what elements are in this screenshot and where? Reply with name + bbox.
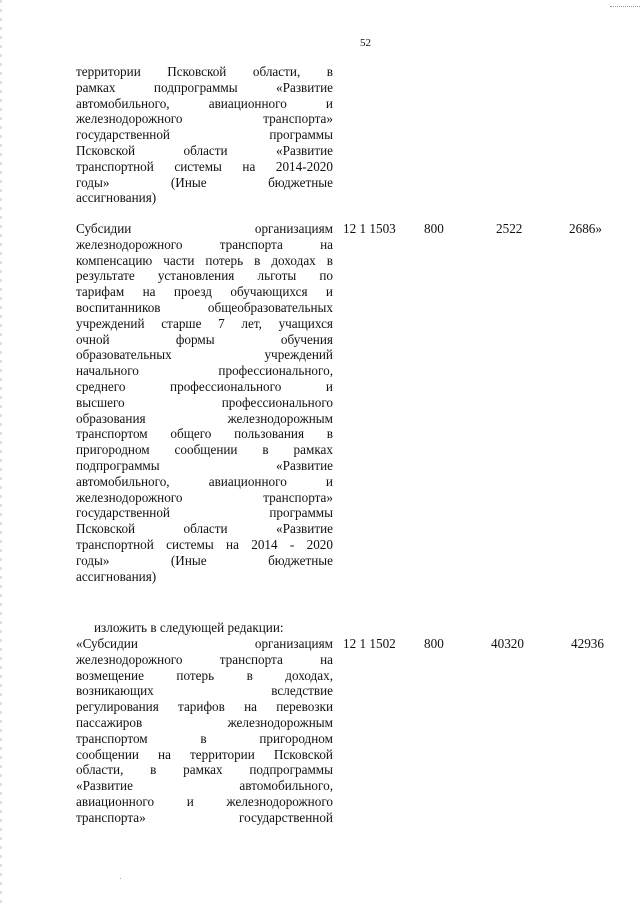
text-line: годы» (Иные бюджетные <box>76 174 333 190</box>
text-line: ассигнования) <box>76 568 157 584</box>
text-line: Псковской области «Развитие <box>76 142 333 158</box>
text-line: транспортной системы на 2014-2020 <box>76 158 333 174</box>
text-line: «Субсидии организациям <box>76 636 333 651</box>
table-row-description <box>76 221 333 584</box>
text-line: начального профессионального, <box>76 363 333 379</box>
page-number: 52 <box>360 37 371 49</box>
text-line: годы» (Иные бюджетные <box>76 552 333 568</box>
text-line: результате установления льготы по <box>76 268 333 284</box>
text-line: железнодорожного транспорта на <box>76 651 333 667</box>
text-line: учреждений старше 7 лет, учащихся <box>76 315 333 331</box>
row2-target-code: 12 1 1502 <box>343 636 396 651</box>
text-line: «Развитие автомобильного, <box>76 778 333 794</box>
text-line: среднего профессионального и <box>76 378 333 394</box>
text-line: возникающих вследствие <box>76 683 333 699</box>
text-line: ассигнования) <box>76 190 157 206</box>
text-line: транспорта» государственной <box>76 809 333 825</box>
scan-speck <box>120 878 121 879</box>
row1-target-code: 12 1 1503 <box>343 221 396 236</box>
text-line: подпрограммы «Развитие <box>76 457 333 473</box>
scan-corner-artifact <box>610 0 640 7</box>
edit-instruction: изложить в следующей редакции: <box>94 620 284 635</box>
row2-expense-type: 800 <box>424 636 444 651</box>
text-line: тарифам на проезд обучающихся и <box>76 284 333 300</box>
text-line: области, в рамках подпрограммы <box>76 762 333 778</box>
text-line: регулирования тарифов на перевозки <box>76 699 333 715</box>
text-line: образовательных учреждений <box>76 347 333 363</box>
text-line: транспортом общего пользования в <box>76 426 333 442</box>
text-line: транспортом в пригородном <box>76 730 333 746</box>
text-line: государственной программы <box>76 127 333 143</box>
text-line: железнодорожного транспорта на <box>76 236 333 252</box>
text-line: железнодорожного транспорта» <box>76 111 333 127</box>
text-line: авиационного и железнодорожного <box>76 793 333 809</box>
row2-value-year1: 40320 <box>491 636 524 651</box>
text-line: автомобильного, авиационного и <box>76 95 333 111</box>
row1-value-year2: 2686» <box>569 221 602 236</box>
text-line: Псковской области «Развитие <box>76 521 333 537</box>
text-line: пригородном сообщении в рамках <box>76 442 333 458</box>
text-line: рамках подпрограммы «Развитие <box>76 79 333 95</box>
text-line: воспитанников общеобразовательных <box>76 299 333 315</box>
text-line: государственной программы <box>76 505 333 521</box>
text-line: территории Псковской области, в <box>76 64 333 79</box>
text-line: компенсацию части потерь в доходах в <box>76 252 333 268</box>
text-line: возмещение потерь в доходах, <box>76 667 333 683</box>
text-line: автомобильного, авиационного и <box>76 473 333 489</box>
row2-value-year2: 42936 <box>571 636 604 651</box>
text-line: Субсидии организациям <box>76 221 333 236</box>
text-line: железнодорожного транспорта» <box>76 489 333 505</box>
text-line: пассажиров железнодорожным <box>76 714 333 730</box>
text-line: очной формы обучения <box>76 331 333 347</box>
table-row-description <box>76 636 333 826</box>
text-line: сообщении на территории Псковской <box>76 746 333 762</box>
scan-margin-artifact <box>0 0 2 905</box>
text-line: транспортной системы на 2014 - 2020 <box>76 536 333 552</box>
text-line: высшего профессионального <box>76 394 333 410</box>
row1-expense-type: 800 <box>424 221 444 236</box>
text-line: образования железнодорожным <box>76 410 333 426</box>
row1-value-year1: 2522 <box>496 221 523 236</box>
continued-row-text <box>76 64 333 206</box>
